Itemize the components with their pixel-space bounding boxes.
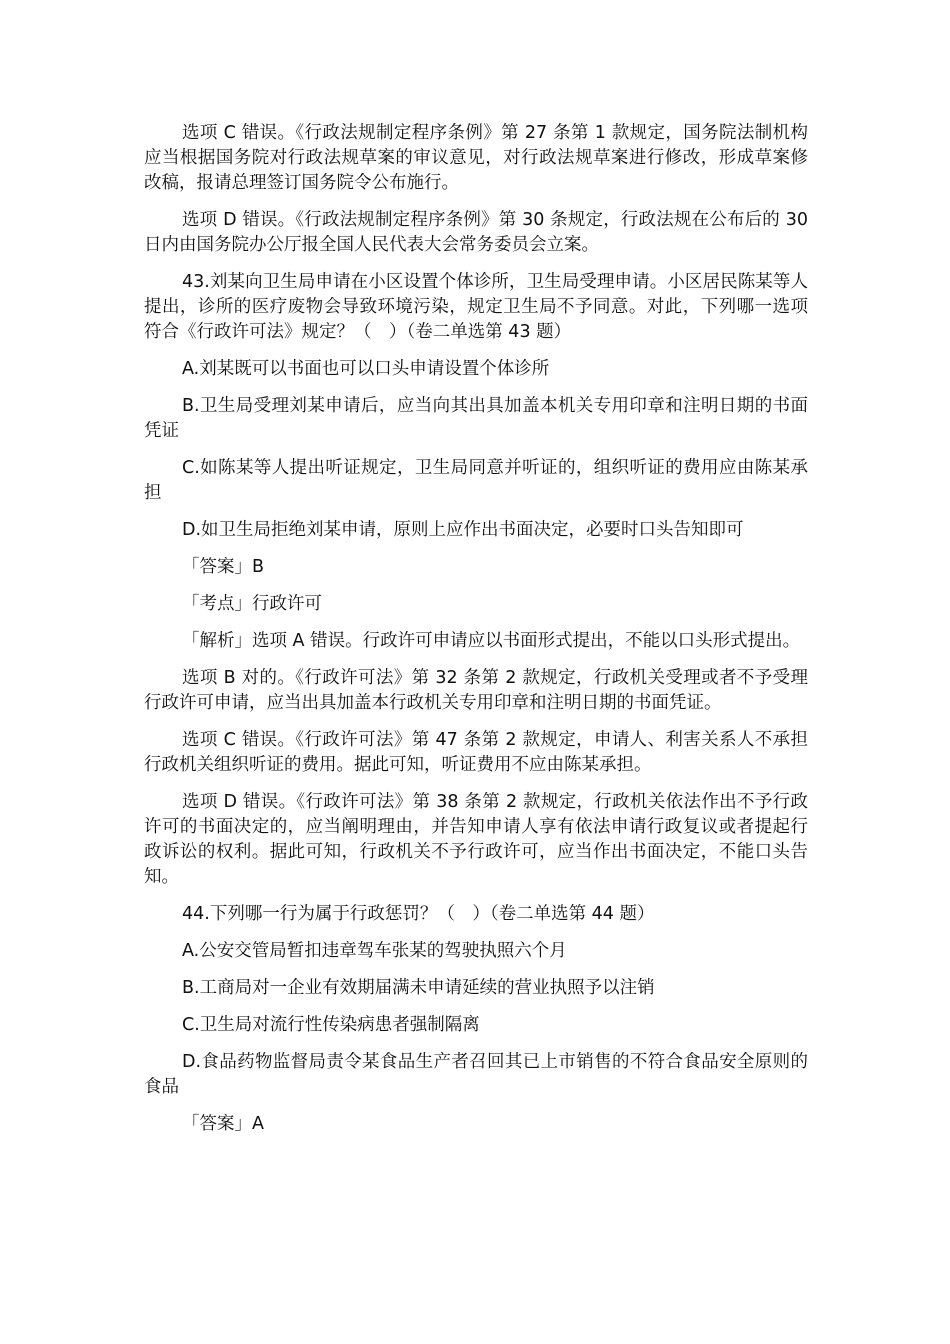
- question-43-option-a: A.刘某既可以书面也可以口头申请设置个体诊所: [182, 359, 550, 379]
- question-43-analysis-a: 「解析」选项 A 错误。行政许可申请应以书面形式提出，不能以口头形式提出。: [182, 631, 801, 651]
- question-43-analysis-b: 选项 B 对的。《行政许可法》第 32 条第 2 款规定，行政机关受理或者不予受理行政许可申请，应当出具加盖本行政机关专用印章和注明日期的书面凭证。: [144, 668, 808, 713]
- question-43-option-b: B.卫生局受理刘某申请后，应当向其出具加盖本机关专用印章和注明日期的书面凭证: [144, 396, 808, 441]
- question-43-answer: 「答案」B: [182, 557, 265, 577]
- question-43-analysis-d: 选项 D 错误。《行政许可法》第 38 条第 2 款规定，行政机关依法作出不予行政许可的书面决定的，应当阐明理由，并告知申请人享有依法申请行政复议或者提起行政诉讼的权利。据此可知，行政机关不予行政许可，应当作出书面决定，不能口头告知。: [144, 792, 808, 887]
- question-44-option-a: A.公安交管局暂扣违章驾车张某的驾驶执照六个月: [182, 941, 567, 961]
- document-page: [144, 121, 808, 1149]
- paragraph-option-d-analysis: 选项 D 错误。《行政法规制定程序条例》第 30 条规定，行政法规在公布后的 30 日内由国务院办公厅报全国人民代表大会常务委员会立案。: [144, 210, 808, 255]
- question-43-analysis-c: 选项 C 错误。《行政许可法》第 47 条第 2 款规定，申请人、利害关系人不承担行政机关组织听证的费用。据此可知，听证费用不应由陈某承担。: [144, 730, 808, 775]
- question-44-option-b: B.工商局对一企业有效期届满未申请延续的营业执照予以注销: [182, 978, 655, 998]
- question-43-option-d: D.如卫生局拒绝刘某申请，原则上应作出书面决定，必要时口头告知即可: [182, 520, 744, 540]
- question-43-option-c: C.如陈某等人提出听证规定，卫生局同意并听证的，组织听证的费用应由陈某承担: [144, 458, 808, 503]
- question-44-option-d: D.食品药物监督局责令某食品生产者召回其已上市销售的不符合食品安全原则的食品: [144, 1052, 808, 1097]
- question-43-topic: 「考点」行政许可: [182, 594, 322, 614]
- paragraph-option-c-analysis: 选项 C 错误。《行政法规制定程序条例》第 27 条第 1 款规定，国务院法制机构应当根据国务院对行政法规草案的审议意见，对行政法规草案进行修改，形成草案修改稿，报请总理签订国务院令公布施行。: [144, 123, 808, 193]
- question-44-stem: 44.下列哪一行为属于行政惩罚？（ ）（卷二单选第 44 题）: [182, 904, 655, 924]
- question-44-option-c: C.卫生局对流行性传染病患者强制隔离: [182, 1015, 480, 1035]
- question-43-stem: 43.刘某向卫生局申请在小区设置个体诊所，卫生局受理申请。小区居民陈某等人提出，诊所的医疗废物会导致环境污染，规定卫生局不予同意。对此，下列哪一选项符合《行政许可法》规定？（ ）（卷二单选第 43 题）: [144, 272, 808, 342]
- question-44-answer: 「答案」A: [182, 1114, 264, 1134]
